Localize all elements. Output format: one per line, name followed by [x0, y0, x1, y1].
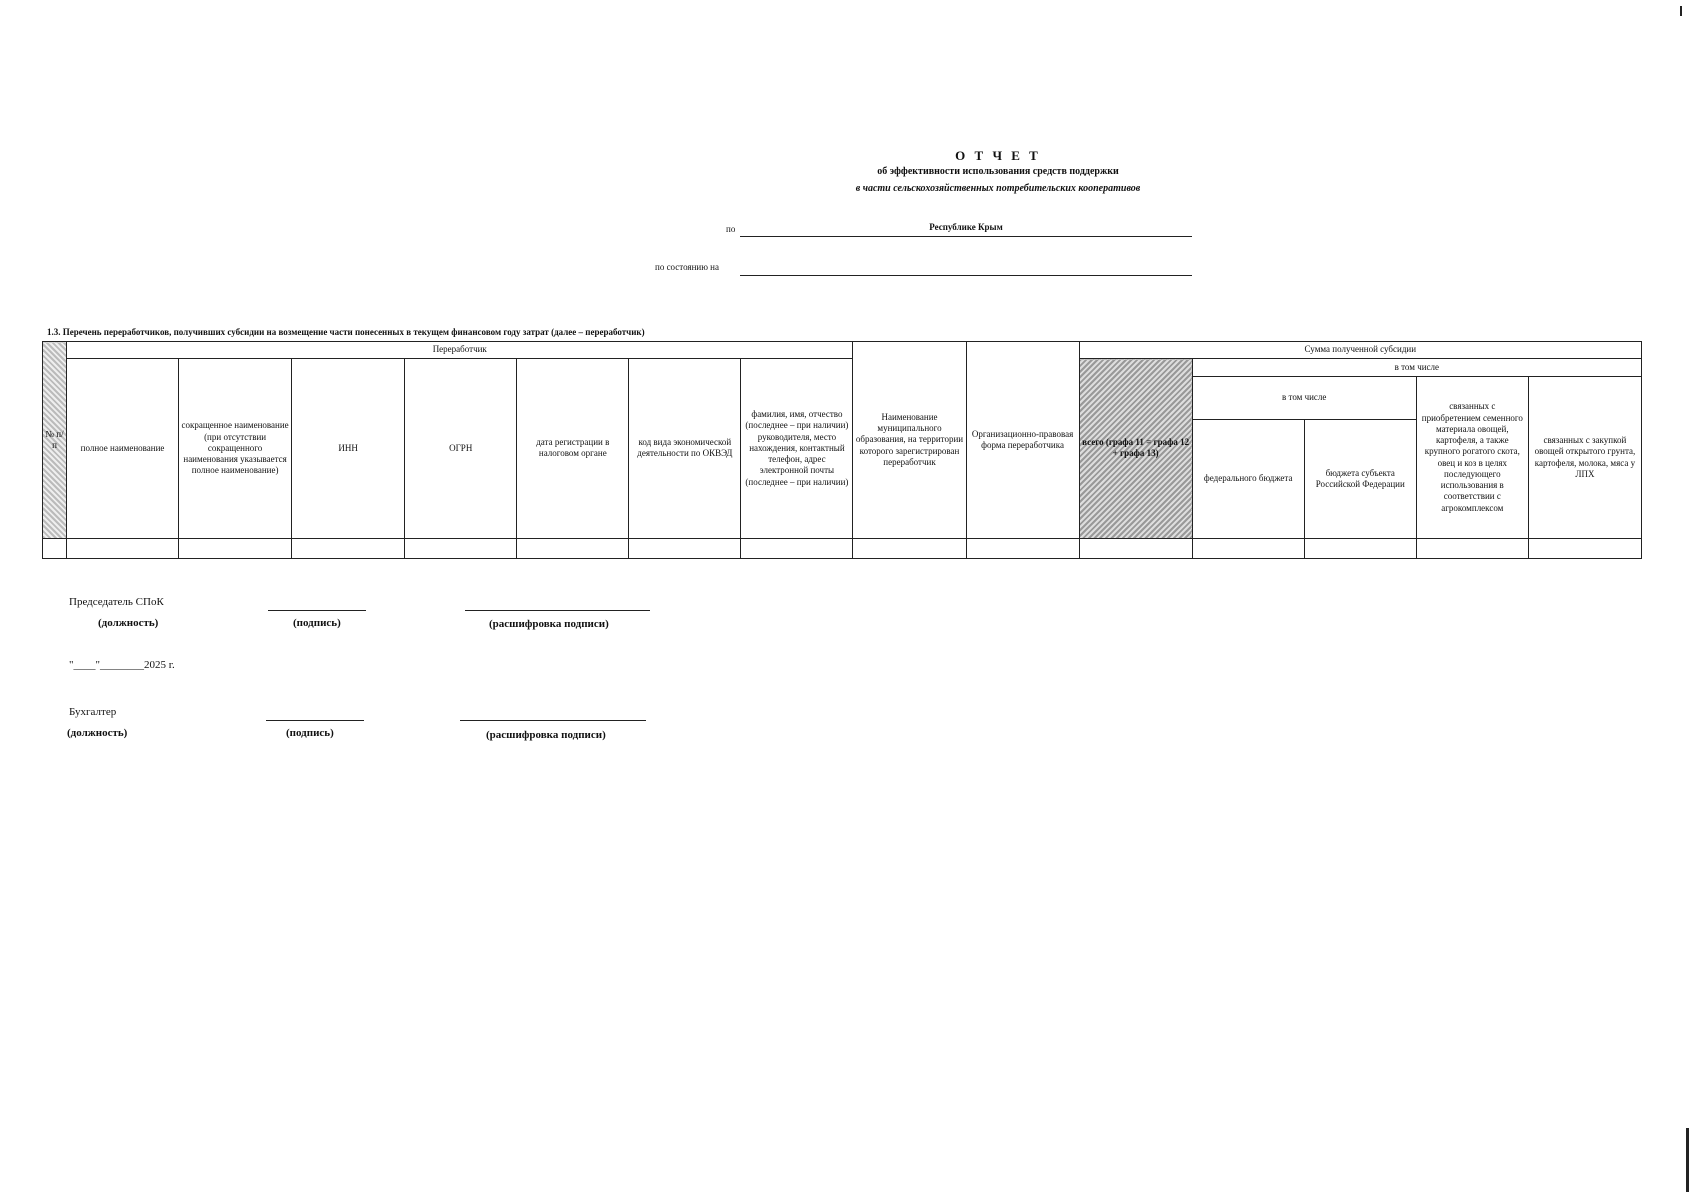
- accountant-signature-label: (подпись): [286, 727, 334, 739]
- cell-seed[interactable]: [1416, 538, 1528, 558]
- cell-purchase[interactable]: [1528, 538, 1641, 558]
- table-row: [43, 538, 1642, 558]
- report-title: О Т Ч Е Т: [955, 148, 1041, 163]
- cell-municipality[interactable]: [853, 538, 966, 558]
- seed-purchase-header: связанных с приобретением семенного материала овощей, картофеля, а также крупного рогатого скота, овец и коз в целях последующего использования в соответствии с агрокомплексом: [1416, 377, 1528, 538]
- federal-budget-header: федерального бюджета: [1192, 419, 1304, 538]
- accountant-decode-label: (расшифровка подписи): [486, 729, 606, 741]
- accountant-role: Бухгалтер: [69, 706, 117, 718]
- by-label: по: [726, 224, 736, 234]
- scan-mark-bottom: [1686, 1128, 1689, 1192]
- cell-full-name[interactable]: [67, 538, 179, 558]
- report-subtitle-cooperatives: в части сельскохозяйственных потребительских кооперативов: [855, 183, 1141, 194]
- reg-date-header: дата регистрации в налоговом органе: [517, 359, 629, 539]
- cell-inn[interactable]: [292, 538, 405, 558]
- row-number-header: № п/п: [43, 342, 67, 539]
- processor-group-header: Переработчик: [67, 342, 853, 359]
- cell-okved[interactable]: [629, 538, 741, 558]
- chair-decode-line[interactable]: [465, 610, 650, 611]
- inn-header: ИНН: [292, 359, 405, 539]
- as-of-date-field[interactable]: [740, 275, 1192, 276]
- region-value: Республике Крым: [929, 222, 1003, 232]
- cell-short-name[interactable]: [179, 538, 292, 558]
- cell-total[interactable]: [1079, 538, 1192, 558]
- total-header: всего (графа 11 = графа 12 + графа 13): [1079, 359, 1192, 539]
- chair-position-label: (должность): [98, 617, 159, 629]
- regional-budget-header: бюджета субъекта Российской Федерации: [1304, 419, 1416, 538]
- cell-reg-date[interactable]: [517, 538, 629, 558]
- cell-federal[interactable]: [1192, 538, 1304, 558]
- cell-head[interactable]: [741, 538, 853, 558]
- including-sub-header: в том числе: [1192, 377, 1416, 419]
- accountant-decode-line[interactable]: [460, 720, 646, 721]
- scan-mark-top: [1680, 6, 1682, 16]
- okved-header: код вида экономической деятельности по ОКВЭД: [629, 359, 741, 539]
- cell-num[interactable]: [43, 538, 67, 558]
- cell-ogrn[interactable]: [405, 538, 517, 558]
- short-name-header: сокращенное наименование (при отсутствии сокращенного наименования указывается полное наименование): [179, 359, 292, 539]
- chair-signature-label: (подпись): [293, 617, 341, 629]
- legal-form-header: Организационно-правовая форма переработчика: [966, 342, 1079, 539]
- date-field[interactable]: "____"________2025 г.: [69, 659, 175, 671]
- chair-decode-label: (расшифровка подписи): [489, 618, 609, 630]
- report-subtitle: об эффективности использования средств поддержки: [877, 166, 1119, 177]
- processors-table: [42, 341, 1642, 559]
- chair-signature-line[interactable]: [268, 610, 366, 611]
- chair-role: Председатель СПоК: [69, 596, 164, 608]
- accountant-position-label: (должность): [67, 727, 128, 739]
- region-underline: [740, 236, 1192, 237]
- accountant-signature-line[interactable]: [266, 720, 364, 721]
- full-name-header: полное наименование: [67, 359, 179, 539]
- cell-regional[interactable]: [1304, 538, 1416, 558]
- cell-legal-form[interactable]: [966, 538, 1079, 558]
- section-title: 1.3. Перечень переработчиков, получивших субсидии на возмещение части понесенных в текущем финансовом году затрат (далее – переработчик): [47, 327, 645, 337]
- as-of-label: по состоянию на: [655, 262, 719, 272]
- municipality-header: Наименование муниципального образования, на территории которого зарегистрирован переработчик: [853, 342, 966, 539]
- ogrn-header: ОГРН: [405, 359, 517, 539]
- including-header: в том числе: [1192, 359, 1641, 377]
- subsidy-group-header: Сумма полученной субсидии: [1079, 342, 1641, 359]
- lph-purchase-header: связанных с закупкой овощей открытого грунта, картофеля, молока, мяса у ЛПХ: [1528, 377, 1641, 538]
- head-contacts-header: фамилия, имя, отчество (последнее – при наличии) руководителя, место нахождения, контактный телефон, адрес электронной почты (последнее – при наличии): [741, 359, 853, 539]
